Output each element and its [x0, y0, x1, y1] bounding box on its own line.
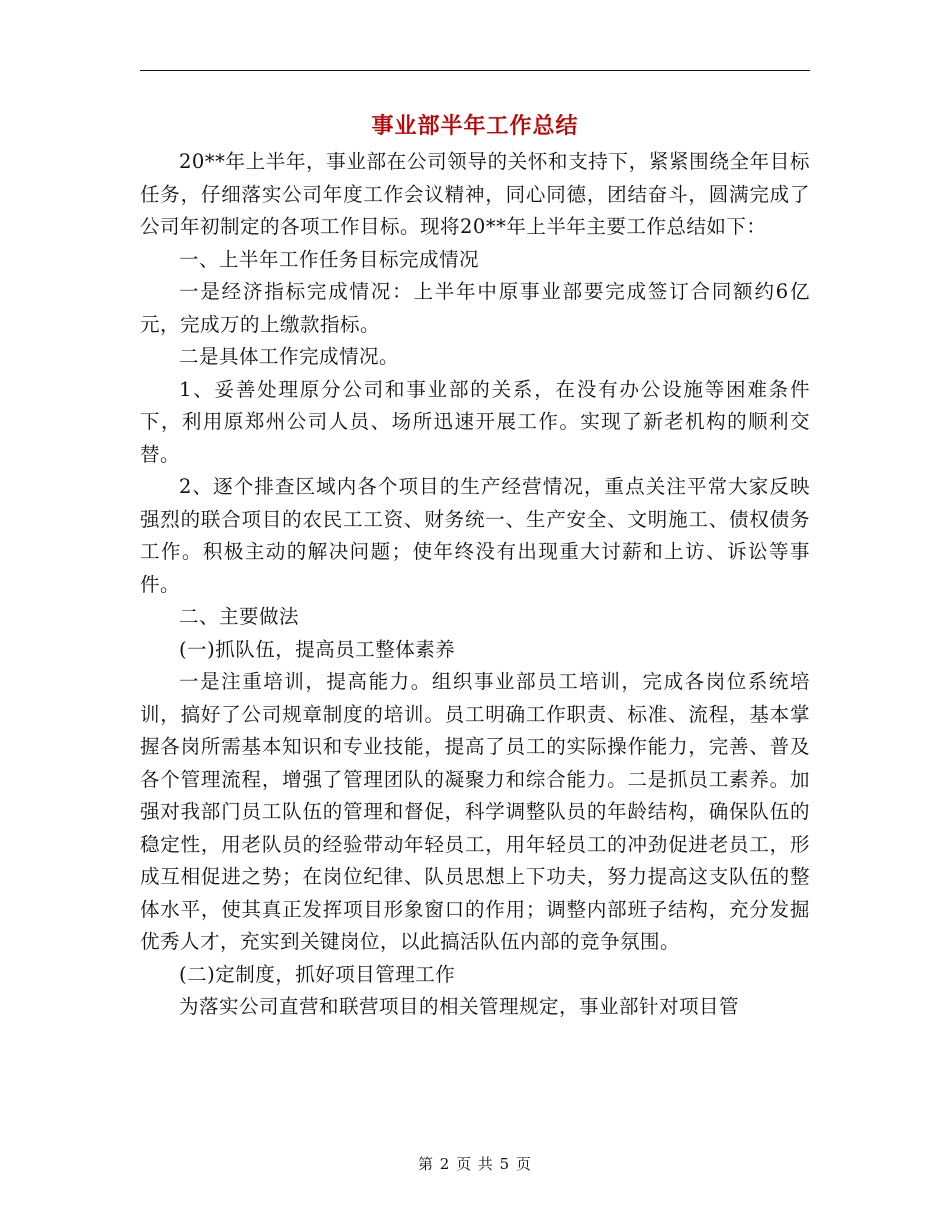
page-number-footer: 第 2 页 共 5 页: [418, 1155, 532, 1173]
document-body: [140, 146, 810, 1024]
subsection-heading-2: (二)定制度，抓好项目管理工作: [179, 962, 456, 986]
paragraph-intro: 20**年上半年，事业部在公司领导的关怀和支持下，紧紧围绕全年目标任务，仔细落实公司年度工作会议精神，同心同德，团结奋斗，圆满完成了公司年初制定的各项工作目标。现将20**年上半年主要工作总结如下：: [140, 150, 810, 238]
list-item-2: 2、逐个排查区域内各个项目的生产经营情况，重点关注平常大家反映强烈的联合项目的农民工工资、财务统一、生产安全、文明施工、债权债务工作。积极主动的解决问题；使年终没有出现重大讨薪和上访、诉讼等事件。: [140, 475, 810, 596]
paragraph-project-management: 为落实公司直营和联营项目的相关管理规定，事业部针对项目管: [179, 995, 740, 1018]
document-title: 事业部半年工作总结: [371, 113, 579, 139]
paragraph-economic-indicators: 一是经济指标完成情况：上半年中原事业部要完成签订合同额约6亿元，完成万的上缴款指标。: [140, 280, 810, 336]
paragraph-training: 一是注重培训，提高能力。组织事业部员工培训，完成各岗位系统培训，搞好了公司规章制度的培训。员工明确工作职责、标准、流程，基本掌握各岗所需基本知识和专业技能，提高了员工的实际操作能力，完善、普及各个管理流程，增强了管理团队的凝聚力和综合能力。二是抓员工素养。加强对我部门员工队伍的管理和督促，科学调整队员的年龄结构，确保队伍的稳定性，用老队员的经验带动年轻员工，用年轻员工的冲劲促进老员工，形成互相促进之势；在岗位纪律、队员思想上下功夫，努力提高这支队伍的整体水平，使其真正发挥项目形象窗口的作用；调整内部班子结构，充分发掘优秀人才，充实到关键岗位，以此搞活队伍内部的竞争氛围。: [140, 670, 810, 953]
paragraph-specific-work: 二是具体工作完成情况。: [179, 345, 400, 368]
list-item-1: 1、妥善处理原分公司和事业部的关系，在没有办公设施等困难条件下，利用原郑州公司人员、场所迅速开展工作。实现了新老机构的顺利交替。: [140, 377, 810, 466]
section-heading-1: 一、上半年工作任务目标完成情况: [179, 247, 480, 271]
section-heading-2: 二、主要做法: [179, 605, 300, 628]
subsection-heading-1: (一)抓队伍，提高员工整体素养: [179, 637, 456, 661]
header-rule: [140, 70, 810, 71]
